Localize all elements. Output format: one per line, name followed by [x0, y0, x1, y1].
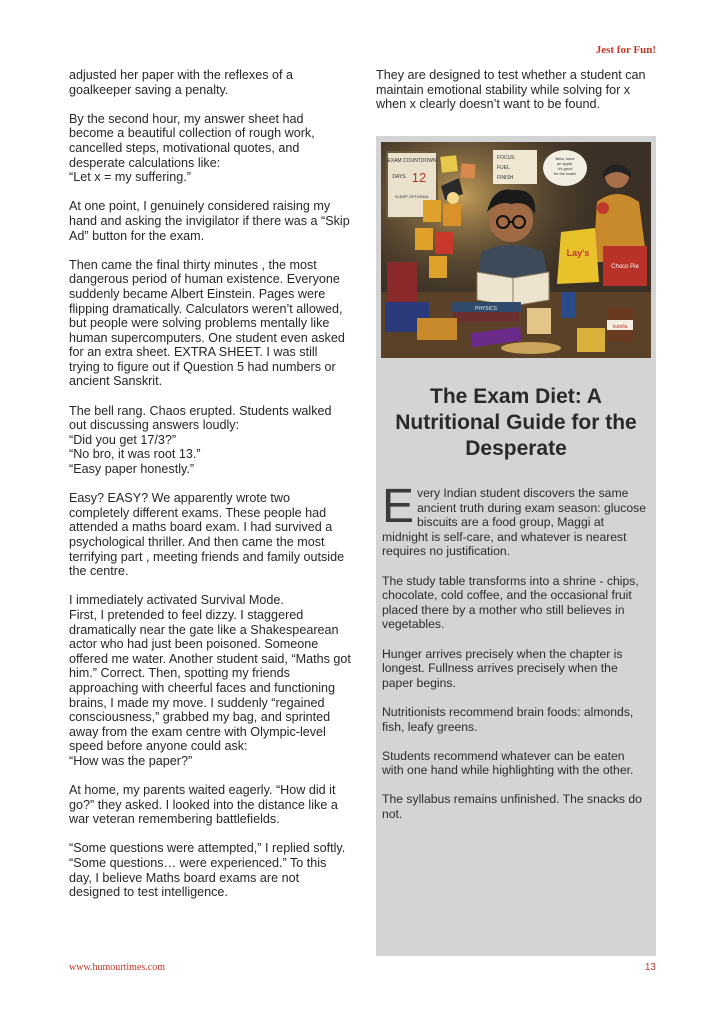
sidebar-paragraph: The syllabus remains unfinished. The snacks do not. — [382, 792, 642, 822]
article-continuation: They are designed to test whether a student can maintain emotional stability while solving for x when x clearly doesn’t want to be found. — [376, 68, 646, 112]
speech-bubble-text: Beta, have an apple. It's good for the brain! — [553, 156, 577, 176]
page-number: 13 — [644, 962, 656, 973]
sidebar-first-paragraph — [382, 480, 648, 559]
apple — [597, 202, 609, 214]
section-tag: Jest for Fun! — [595, 44, 656, 56]
sidebar-paragraph: The study table transforms into a shrine - chips, chocolate, cold coffee, and the occasional fruit placed there by a mother who still believes in vegetables. — [382, 573, 639, 632]
board-days-label: DAYS — [392, 174, 406, 180]
paragraph: By the second hour, my answer sheet had become a beautiful collection of rough work, cancelled steps, motivational quotes, and desperate calculations like: “Let x = my suffering.” — [69, 111, 315, 185]
footer-website-link[interactable]: www.humourtimes.com — [69, 962, 166, 973]
paragraph: At home, my parents waited eagerly. “How did it go?” they asked. I looked into the distance like a war veteran remembering battlefields. — [69, 783, 338, 827]
paragraph: I immediately activated Survival Mode. First, I pretended to feel dizzy. I staggered dramatically near the gate like a Shakespearean actor who had just been poisoned. Someone offered me water. Another student said, “Maths got him.” Correct. Then, spotting my friends approaching with cheerful faces and functioning brains, I made my move. I suddenly “regained consciousness,” grabbed my bag, and sprinted away from the exam centre with Olympic-level speed before anyone could ask: “How was the paper?” — [69, 593, 351, 768]
board-title: EXAM COUNTDOWN — [387, 158, 437, 164]
book-label: PHYSICS — [475, 306, 497, 312]
checklist-item-1: FOCUS — [497, 155, 515, 161]
checklist-item-2: FUEL — [497, 165, 510, 171]
box-brand: Choco Pie — [611, 264, 639, 270]
sidebar-paragraph: Nutritionists recommend brain foods: almonds, fish, leafy greens. — [382, 704, 634, 734]
paragraph: adjusted her paper with the reflexes of a goalkeeper saving a penalty. — [69, 68, 294, 97]
article-left-column — [69, 68, 351, 914]
paragraph: Then came the final thirty minutes , the most dangerous period of human existence. Everyone suddenly became Albert Einstein. Pages were flipping dramatically. Calculators weren’t allowed, but people were solving problems mentally like human supercomputers. One student even asked for an extra sheet. EXTRA SHEET. I was still trying to figure out if Question 5 had numbers or ancient Sanskrit. — [69, 257, 345, 389]
paragraph: Easy? EASY? We apparently wrote two completely different exams. These people had attended a maths board exam. I had survived a psychological thriller. And then came the most terrifying part , meeting friends and family outside the centre. — [69, 491, 345, 579]
checklist-item-3: FINISH — [497, 175, 514, 181]
paragraph: The bell rang. Chaos erupted. Students walked out discussing answers loudly: “Did you get 17/3?” “No bro, it was root 13.” “Easy paper honestly.” — [69, 403, 332, 477]
chips-brand: Lay's — [566, 248, 590, 258]
board-days: 12 — [411, 170, 427, 185]
jar-brand: nutella — [612, 324, 628, 330]
illustration-svg — [381, 142, 651, 358]
sidebar-paragraph: Hunger arrives precisely when the chapter is longest. Fullness arrives precisely when the paper begins. — [382, 646, 623, 690]
paragraph: At one point, I genuinely considered raising my hand and asking the invigilator if there was a “Skip Ad” button for the exam. — [69, 199, 350, 243]
first-paragraph-text: very Indian student discovers the same ancient truth during exam season: glucose biscuits are a food group, Maggi at midnight is self-care, and whatever is nearest requires no justification. — [382, 486, 647, 559]
board-note: SLEEP OPTIONAL — [394, 194, 430, 199]
sidebar-paragraph: Students recommend whatever can be eaten with one hand while highlighting with the other. — [382, 748, 634, 778]
sidebar-box — [376, 136, 656, 956]
drop-cap: E — [382, 480, 415, 533]
exam-study-illustration — [381, 142, 651, 358]
sidebar-title: The Exam Diet: A Nutritional Guide for the Desperate — [395, 385, 637, 460]
paragraph: “Some questions were attempted,” I replied softly. “Some questions… were experienced.” To this day, I believe Maths board exams are not designed to test intelligence. — [69, 841, 346, 900]
sidebar-body — [382, 480, 648, 836]
